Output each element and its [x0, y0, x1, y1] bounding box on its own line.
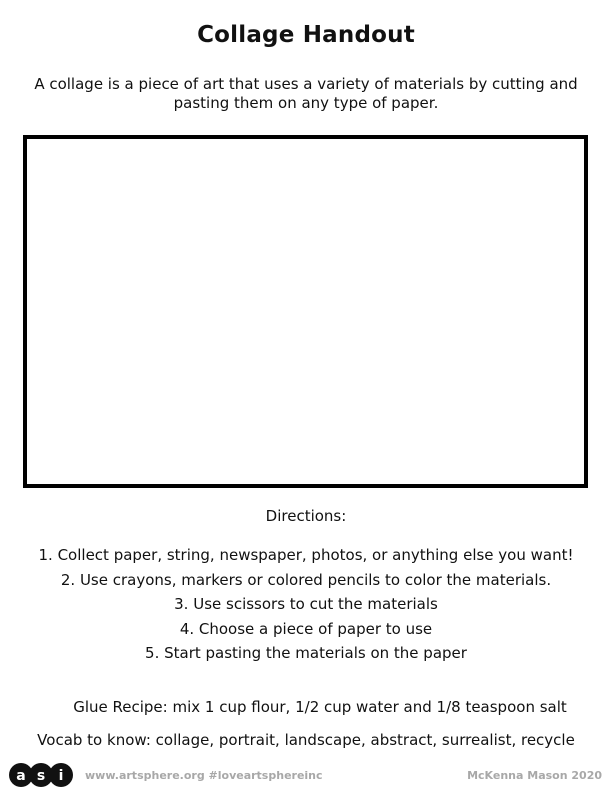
logo-letter-i: i [58, 768, 64, 784]
glue-recipe: Glue Recipe: mix 1 cup flour, 1/2 cup water and 1/8 teaspoon salt [73, 698, 567, 716]
direction-step: 5. Start pasting the materials on the paper [145, 644, 467, 662]
direction-step: 3. Use scissors to cut the materials [174, 595, 438, 613]
page-title: Collage Handout [197, 22, 415, 48]
artsphere-logo [8, 762, 74, 788]
logo-letter-a: a [16, 768, 26, 784]
directions-heading: Directions: [265, 507, 347, 525]
footer-website[interactable]: www.artsphere.org #loveartsphereinc [85, 769, 323, 782]
direction-step: 1. Collect paper, string, newspaper, photos, or anything else you want! [38, 546, 574, 564]
logo-letter-s: s [36, 768, 46, 784]
vocab-list: Vocab to know: collage, portrait, landscape, abstract, surrealist, recycle [37, 731, 575, 749]
directions-list [0, 543, 612, 666]
collage-drawing-box [23, 135, 588, 488]
footer-credit: McKenna Mason 2020 [467, 769, 602, 782]
direction-step: 4. Choose a piece of paper to use [179, 619, 433, 638]
direction-step: 2. Use crayons, markers or colored pencils to color the materials. [60, 570, 552, 589]
intro-text: A collage is a piece of art that uses a variety of materials by cutting and pasting them on any type of paper. [34, 75, 578, 112]
